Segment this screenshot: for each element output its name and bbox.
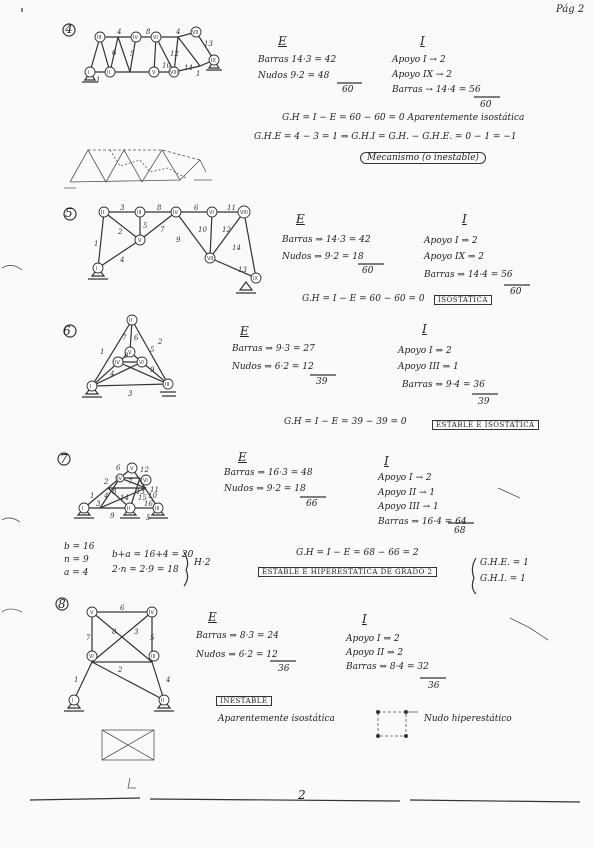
apoyo-line: Apoyo IX ⇒ 2 — [424, 252, 484, 262]
svg-text:4: 4 — [176, 28, 181, 36]
svg-text:1: 1 — [196, 70, 201, 78]
svg-text:IV: IV — [117, 476, 122, 482]
e-heading: E — [238, 450, 247, 464]
side-n: n = 9 — [64, 555, 89, 565]
i-heading: I — [420, 34, 425, 48]
svg-text:6: 6 — [116, 464, 121, 472]
svg-text:5: 5 — [130, 50, 135, 58]
svg-text:VI: VI — [89, 654, 94, 660]
svg-text:13: 13 — [238, 266, 247, 274]
svg-text:16: 16 — [144, 500, 153, 508]
svg-text:6: 6 — [194, 204, 199, 212]
ghe-line: G.H.E = 4 − 3 = 1 ⇒ G.H.I = G.H. − G.H.E. = 0 − 1 = −1 — [254, 132, 517, 142]
svg-text:2: 2 — [118, 228, 123, 236]
svg-text:VI: VI — [153, 35, 158, 41]
svg-text:I: I — [72, 698, 74, 704]
svg-text:2: 2 — [118, 666, 123, 674]
apparent-note: Aparentemente isostática — [218, 714, 335, 724]
svg-text:III: III — [137, 210, 142, 216]
svg-text:VI: VI — [143, 478, 148, 484]
truss-5 — [64, 204, 261, 293]
svg-text:I: I — [88, 70, 90, 76]
e-heading: E — [240, 324, 249, 338]
svg-text:VI: VI — [139, 360, 144, 366]
svg-text:11: 11 — [150, 486, 159, 494]
ghe-line: G.H.E. = 1 — [480, 558, 529, 568]
svg-text:1: 1 — [96, 76, 101, 84]
svg-text:6: 6 — [134, 334, 139, 342]
svg-text:5: 5 — [150, 346, 155, 354]
svg-text:10: 10 — [162, 62, 171, 70]
svg-text:11: 11 — [227, 204, 236, 212]
svg-text:1: 1 — [90, 492, 95, 500]
side-result: H·2 — [194, 558, 211, 568]
svg-text:V: V — [128, 350, 132, 356]
svg-text:1: 1 — [100, 348, 105, 356]
e-total: 36 — [278, 664, 290, 674]
side-b: b = 16 — [64, 542, 95, 552]
svg-text:V: V — [130, 466, 134, 472]
svg-text:III: III — [151, 654, 156, 660]
exercise-number: 4 — [65, 22, 73, 36]
nudos-line: Nudos ⇒ 6·2 = 12 — [196, 650, 278, 660]
barras-line: Barras ⇒ 9·3 = 27 — [232, 344, 315, 354]
svg-text:5: 5 — [150, 634, 155, 642]
barras-i-line: Barras ⇒ 16·4 = 64 — [378, 517, 467, 527]
side-a: a = 4 — [64, 568, 89, 578]
result-box: ISOSTÁTICA — [434, 295, 492, 305]
gh-line: G.H = I − E = 60 − 60 = 0 — [302, 294, 425, 304]
svg-text:VIII: VIII — [240, 210, 248, 216]
result-box: ESTABLE E ISOSTÁTICA — [432, 420, 539, 430]
svg-text:II: II — [127, 506, 130, 512]
e-total: 66 — [306, 499, 318, 509]
svg-text:12: 12 — [170, 50, 179, 58]
svg-text:7: 7 — [128, 478, 133, 486]
e-total: 60 — [342, 85, 354, 95]
i-heading: I — [462, 212, 467, 226]
hyper-node-note: Nudo hiperestático — [424, 714, 512, 724]
svg-text:8: 8 — [146, 28, 151, 36]
svg-text:I: I — [82, 506, 84, 512]
svg-text:4: 4 — [110, 370, 115, 378]
i-total: 36 — [428, 681, 440, 691]
svg-text:12: 12 — [140, 466, 149, 474]
svg-text:VII: VII — [207, 256, 214, 262]
apoyo-line: Apoyo I → 2 — [392, 55, 446, 65]
scan-artifact — [2, 265, 22, 270]
svg-text:III: III — [155, 506, 160, 512]
svg-text:VII: VII — [192, 30, 199, 36]
svg-text:8: 8 — [112, 628, 117, 636]
svg-text:5: 5 — [143, 222, 148, 230]
svg-text:IV: IV — [149, 610, 154, 616]
svg-text:IV: IV — [115, 360, 120, 366]
svg-text:12: 12 — [222, 226, 231, 234]
exercise-number: 7 — [60, 452, 68, 466]
result-box: ESTABLE E HIPERESTÁTICA DE GRADO 2 — [258, 567, 437, 577]
page-number: Pág 2 — [556, 4, 585, 15]
apoyo-line: Apoyo I ⇒ 2 — [346, 634, 400, 644]
svg-text:9: 9 — [176, 236, 181, 244]
fraction-lines — [270, 83, 530, 678]
svg-text:2: 2 — [158, 338, 163, 346]
truss-7 — [58, 453, 168, 522]
mecanismo-note: Mecanismo (o inestable) — [360, 152, 486, 164]
svg-text:II: II — [129, 318, 132, 324]
svg-text:15: 15 — [138, 494, 147, 502]
svg-text:1: 1 — [74, 676, 79, 684]
svg-text:VI: VI — [209, 210, 214, 216]
barras-i-line: Barras ⇒ 9·4 = 36 — [402, 380, 485, 390]
barras-line: Barras ⇒ 16·3 = 48 — [224, 468, 313, 478]
apoyo-line: Apoyo II → 1 — [378, 488, 436, 498]
svg-text:8: 8 — [124, 352, 129, 360]
svg-text:4: 4 — [166, 676, 171, 684]
svg-text:V: V — [152, 70, 156, 76]
exercise-number: 8 — [58, 597, 66, 611]
svg-text:9: 9 — [110, 512, 115, 520]
svg-text:I: I — [96, 266, 98, 272]
result-box: INESTABLE — [216, 696, 272, 706]
svg-text:2: 2 — [104, 478, 109, 486]
i-total: 39 — [478, 397, 490, 407]
mechanism-sketch-4 — [64, 150, 212, 188]
apoyo-line: Apoyo III → 1 — [378, 502, 439, 512]
svg-text:10: 10 — [198, 226, 207, 234]
i-heading: I — [362, 612, 367, 626]
exercise-number: 6 — [63, 324, 71, 338]
apoyo-line: Apoyo I ⇒ 2 — [398, 346, 452, 356]
i-heading: I — [384, 454, 389, 468]
i-heading: I — [422, 322, 427, 336]
svg-text:IX: IX — [253, 276, 258, 282]
svg-text:6: 6 — [112, 49, 117, 57]
scan-artifact — [2, 518, 20, 522]
apoyo-line: Apoyo III ⇒ 1 — [398, 362, 459, 372]
svg-text:3: 3 — [128, 390, 133, 398]
svg-text:V: V — [138, 238, 142, 244]
i-total: 60 — [510, 287, 522, 297]
gh-line: G.H = I − E = 68 − 66 = 2 — [296, 548, 419, 558]
svg-text:3: 3 — [134, 628, 139, 636]
apoyo-line: Apoyo IX → 2 — [392, 70, 452, 80]
svg-text:14: 14 — [184, 64, 193, 72]
barras-line: Barras 14·3 = 42 — [258, 55, 337, 65]
svg-text:II: II — [101, 210, 104, 216]
apoyo-line: Apoyo I → 2 — [378, 473, 432, 483]
svg-text:I: I — [90, 384, 92, 390]
svg-text:8: 8 — [112, 488, 117, 496]
ghi-line: G.H.I. = 1 — [480, 574, 526, 584]
svg-text:13: 13 — [136, 488, 145, 496]
brace — [472, 558, 476, 594]
svg-text:1: 1 — [94, 240, 99, 248]
svg-text:7: 7 — [160, 226, 165, 234]
footer-number: 2 — [298, 788, 306, 802]
svg-text:4: 4 — [117, 28, 122, 36]
nudos-line: Nudos 9·2 = 48 — [258, 71, 330, 81]
svg-text:14: 14 — [232, 244, 241, 252]
svg-text:III: III — [97, 35, 102, 41]
scan-artifact — [2, 609, 22, 612]
e-heading: E — [296, 212, 305, 226]
i-total: 60 — [480, 100, 492, 110]
svg-text:II: II — [107, 70, 110, 76]
exercise-number: 5 — [65, 206, 73, 220]
svg-text:6: 6 — [120, 604, 125, 612]
svg-text:III: III — [165, 382, 170, 388]
svg-text:5: 5 — [146, 514, 151, 522]
svg-text:3: 3 — [96, 500, 101, 508]
gh-line: G.H = I − E = 39 − 39 = 0 — [284, 417, 407, 427]
svg-text:13: 13 — [204, 40, 213, 48]
svg-text:4: 4 — [120, 256, 125, 264]
gh-line: G.H = I − E = 60 − 60 = 0 Aparentemente isostática — [282, 113, 525, 123]
e-total: 60 — [362, 266, 374, 276]
svg-text:IX: IX — [211, 58, 216, 64]
side-eq2: 2·n = 2·9 = 18 — [112, 565, 179, 575]
svg-text:3: 3 — [120, 204, 125, 212]
barras-line: Barras ⇒ 8·3 = 24 — [196, 631, 279, 641]
e-heading: E — [278, 34, 287, 48]
svg-text:4: 4 — [104, 492, 109, 500]
svg-text:10: 10 — [148, 492, 157, 500]
e-total: 39 — [316, 377, 328, 387]
scan-artifact — [498, 488, 520, 498]
hyper-node-sketch — [376, 710, 418, 738]
side-eq1: b+a = 16+4 = 20 — [112, 550, 194, 560]
svg-text:7: 7 — [122, 334, 127, 342]
barras-i-line: Barras ⇒ 14·4 = 56 — [424, 270, 513, 280]
nudos-line: Nudos ⇒ 9·2 = 18 — [282, 252, 364, 262]
svg-text:9: 9 — [150, 366, 155, 374]
nudos-line: Nudos ⇒ 9·2 = 18 — [224, 484, 306, 494]
barras-line: Barras ⇒ 14·3 = 42 — [282, 235, 371, 245]
i-total: 68 — [454, 526, 466, 536]
svg-text:IV: IV — [173, 210, 178, 216]
svg-text:V: V — [90, 610, 94, 616]
e-heading: E — [208, 610, 217, 624]
svg-text:14: 14 — [120, 494, 129, 502]
svg-text:IV: IV — [133, 35, 138, 41]
svg-text:8: 8 — [157, 204, 162, 212]
truss-4 — [63, 24, 222, 84]
barras-i-line: Barras → 14·4 = 56 — [392, 85, 481, 95]
sketch-8 — [102, 730, 154, 788]
truss-8 — [56, 598, 174, 711]
apoyo-line: Apoyo II ⇒ 2 — [346, 648, 404, 658]
scan-artifact — [510, 618, 548, 640]
apoyo-line: Apoyo I ⇒ 2 — [424, 236, 478, 246]
svg-text:II: II — [161, 698, 164, 704]
svg-text:VIII: VIII — [170, 70, 178, 76]
truss-6 — [64, 315, 176, 398]
svg-text:7: 7 — [86, 634, 91, 642]
barras-i-line: Barras ⇒ 8·4 = 32 — [346, 662, 429, 672]
nudos-line: Nudos ⇒ 6·2 = 12 — [232, 362, 314, 372]
